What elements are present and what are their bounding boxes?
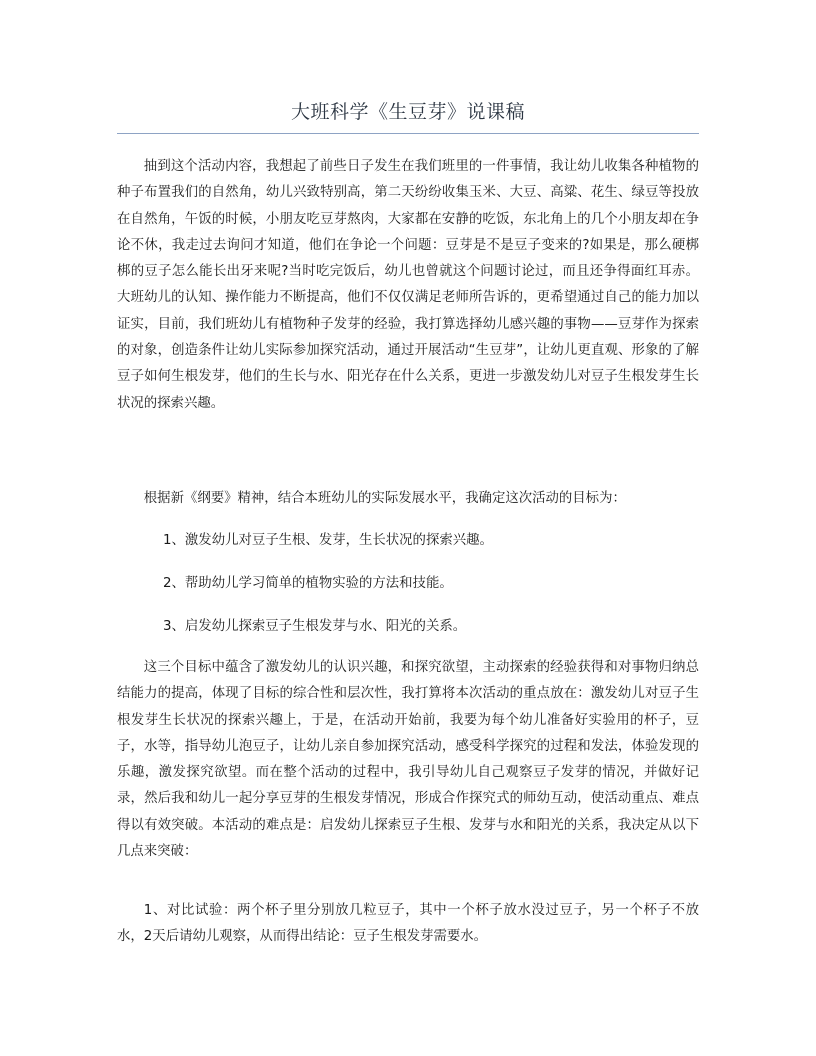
goal-item-2: 2、帮助幼儿学习简单的植物实验的方法和技能。 [163, 576, 453, 591]
document-title: 大班科学《生豆芽》说课稿 [290, 101, 525, 123]
title-divider [117, 133, 699, 134]
paragraph-goals-intro: 根据新《纲要》精神，结合本班幼儿的实际发展水平，我确定这次活动的目标为： [143, 491, 626, 506]
goal-item-3: 3、启发幼儿探索豆子生根发芽与水、阳光的关系。 [163, 619, 467, 634]
paragraph-intro: 抽到这个活动内容，我想起了前些日子发生在我们班里的一件事情，我让幼儿收集各种植物的种子布置我们的自然角，幼儿兴致特别高，第二天纷纷收集玉米、大豆、高粱、花生、绿豆等投放在自然角，午饭的时候，小朋友吃豆芽熬肉，大家都在安静的吃饭，东北角上的几个小朋友却在争论不休，我走过去询问才知道，他们在争论一个问题：豆芽是不是豆子变来的?如果是，那么硬梆梆的豆子怎么能长出牙来呢?当时吃完饭后，幼儿也曾就这个问题讨论过，而且还争得面红耳赤。大班幼儿的认知、操作能力不断提高，他们不仅仅满足老师所告诉的，更希望通过自己的能力加以证实，目前，我们班幼儿有植物种子发芽的经验，我打算选择幼儿感兴趣的事物——豆芽作为探索的对象，创造条件让幼儿实际参加探究活动，通过开展活动“生豆芽”，让幼儿更直观、形象的了解豆子如何生根发芽，他们的生长与水、阳光存在什么关系，更进一步激发幼儿对豆子生根发芽生长状况的探索兴趣。 [117, 159, 699, 411]
goal-item-1: 1、激发幼儿对豆子生根、发芽，生长状况的探索兴趣。 [163, 533, 493, 548]
paragraph-experiment-1: 1、对比试验：两个杯子里分别放几粒豆子，其中一个杯子放水没过豆子，另一个杯子不放水，2天后请幼儿观察，从而得出结论：豆子生根发芽需要水。 [117, 903, 699, 945]
paragraph-focus: 这三个目标中蕴含了激发幼儿的认识兴趣，和探究欲望，主动探索的经验获得和对事物归纳总结能力的提高，体现了目标的综合性和层次性，我打算将本次活动的重点放在：激发幼儿对豆子生根发芽生长状况的探索兴趣上，于是，在活动开始前，我要为每个幼儿准备好实验用的杯子，豆子，水等，指导幼儿泡豆子，让幼儿亲自参加探究活动，感受科学探究的过程和发法，体验发现的乐趣，激发探究欲望。而在整个活动的过程中，我引导幼儿自己观察豆子发芽的情况，并做好记录，然后我和幼儿一起分享豆芽的生根发芽情况，形成合作探究式的师幼互动，使活动重点、难点得以有效突破。本活动的难点是：启发幼儿探索豆子生根、发芽与水和阳光的关系，我决定从以下几点来突破： [117, 660, 699, 860]
